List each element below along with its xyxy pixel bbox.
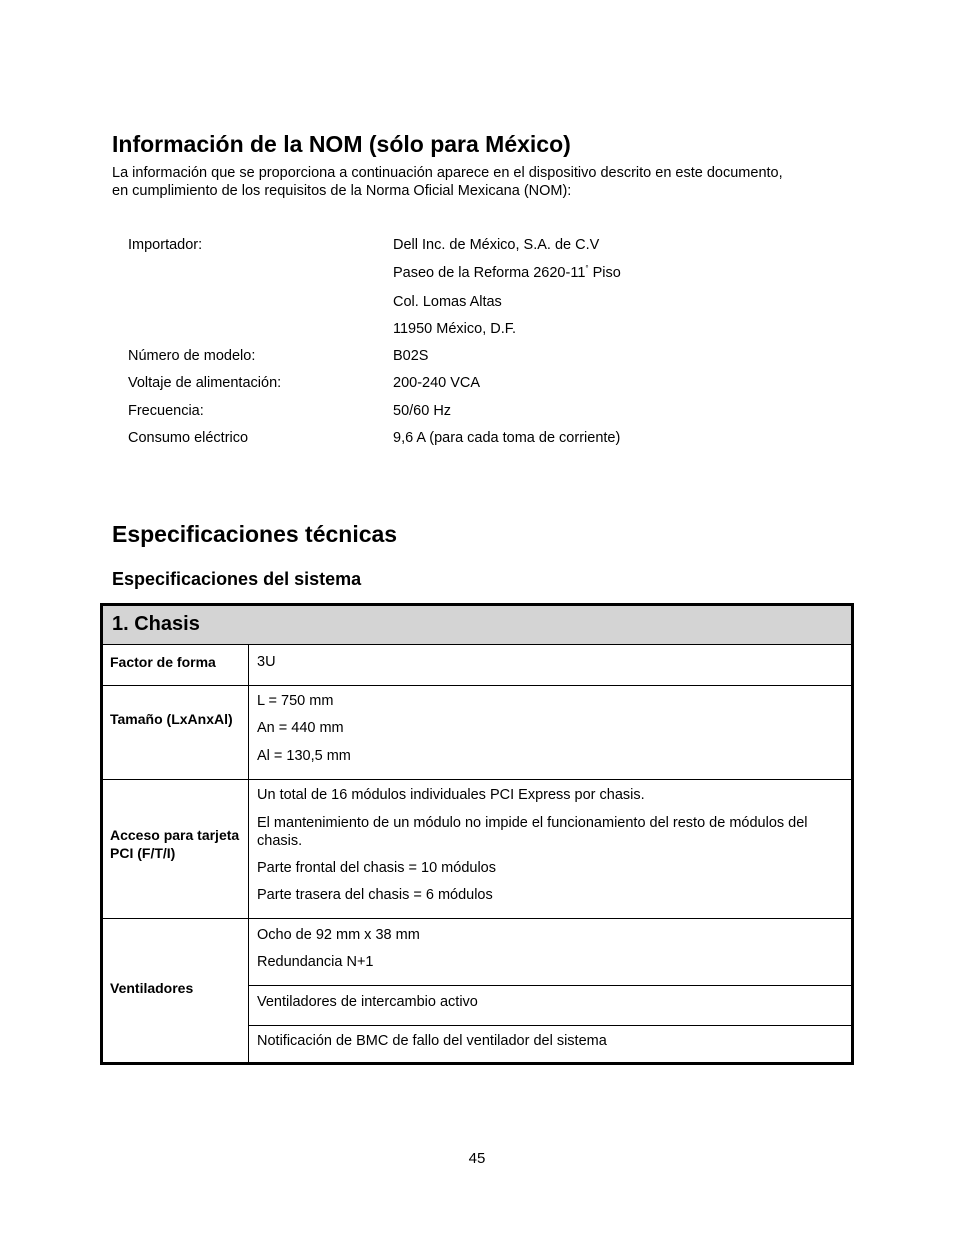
pci-rear-modules: Parte trasera del chasis = 6 módulos bbox=[257, 887, 493, 903]
column-divider bbox=[248, 645, 249, 1065]
frequency-label: Frecuencia: bbox=[128, 403, 204, 419]
page-number: 45 bbox=[468, 1150, 486, 1167]
form-factor-value: 3U bbox=[257, 654, 276, 670]
subrow-divider bbox=[248, 1025, 851, 1026]
row-divider bbox=[103, 685, 851, 686]
fans-label: Ventiladores bbox=[110, 980, 194, 996]
power-consumption-value: 9,6 A (para cada toma de corriente) bbox=[393, 430, 621, 446]
nom-heading: Información de la NOM (sólo para México) bbox=[112, 131, 571, 157]
system-specs-subheading: Especificaciones del sistema bbox=[112, 569, 362, 589]
fans-hot-swap: Ventiladores de intercambio activo bbox=[257, 994, 478, 1010]
model-number-value: B02S bbox=[393, 348, 429, 364]
row-divider bbox=[103, 779, 851, 780]
frequency-value: 50/60 Hz bbox=[393, 403, 452, 419]
voltage-value: 200-240 VCA bbox=[393, 375, 481, 391]
nom-intro bbox=[112, 164, 872, 200]
importer-label: Importador: bbox=[128, 237, 203, 253]
importer-line-4: 11950 México, D.F. bbox=[393, 321, 517, 337]
pci-front-modules: Parte frontal del chasis = 10 módulos bbox=[257, 860, 496, 876]
fans-bmc-notification: Notificación de BMC de fallo del ventilador del sistema bbox=[257, 1033, 607, 1049]
power-consumption-label: Consumo eléctrico bbox=[128, 430, 249, 446]
importer-street: Paseo de la Reforma 2620-11 bbox=[393, 264, 586, 281]
row-divider bbox=[103, 918, 851, 919]
form-factor-label: Factor de forma bbox=[110, 654, 216, 670]
pci-maintenance-note: El mantenimiento de un módulo no impide el funcionamiento del resto de módulos del chasis. bbox=[257, 815, 808, 849]
voltage-label: Voltaje de alimentación: bbox=[128, 375, 282, 391]
size-length: L = 750 mm bbox=[257, 693, 334, 709]
importer-line-3: Col. Lomas Altas bbox=[393, 294, 502, 310]
importer-line-2 bbox=[393, 264, 621, 281]
importer-line-1: Dell Inc. de México, S.A. de C.V bbox=[393, 237, 600, 253]
nom-intro-line-1: La información que se proporciona a continuación aparece en el dispositivo descrito en este documento, bbox=[112, 165, 783, 181]
nom-intro-line-2: en cumplimiento de los requisitos de la Norma Oficial Mexicana (NOM): bbox=[112, 183, 572, 199]
size-height: Al = 130,5 mm bbox=[257, 748, 351, 764]
floor-suffix: Piso bbox=[588, 264, 621, 281]
size-label: Tamaño (LxAnxAl) bbox=[110, 711, 233, 727]
subrow-divider bbox=[248, 985, 851, 986]
chassis-spec-table bbox=[100, 603, 854, 1065]
fans-size: Ocho de 92 mm x 38 mm bbox=[257, 927, 420, 943]
size-width: An = 440 mm bbox=[257, 720, 344, 736]
model-number-label: Número de modelo: bbox=[128, 348, 256, 364]
pci-total-modules: Un total de 16 módulos individuales PCI Express por chasis. bbox=[257, 787, 645, 803]
table-header bbox=[103, 606, 851, 645]
fans-redundancy: Redundancia N+1 bbox=[257, 954, 374, 970]
degree-symbol: ° bbox=[585, 264, 589, 273]
specs-heading: Especificaciones técnicas bbox=[112, 521, 398, 547]
pci-access-label: Acceso para tarjeta PCI (F/T/I) bbox=[110, 827, 240, 861]
chassis-header-title: 1. Chasis bbox=[112, 613, 200, 635]
